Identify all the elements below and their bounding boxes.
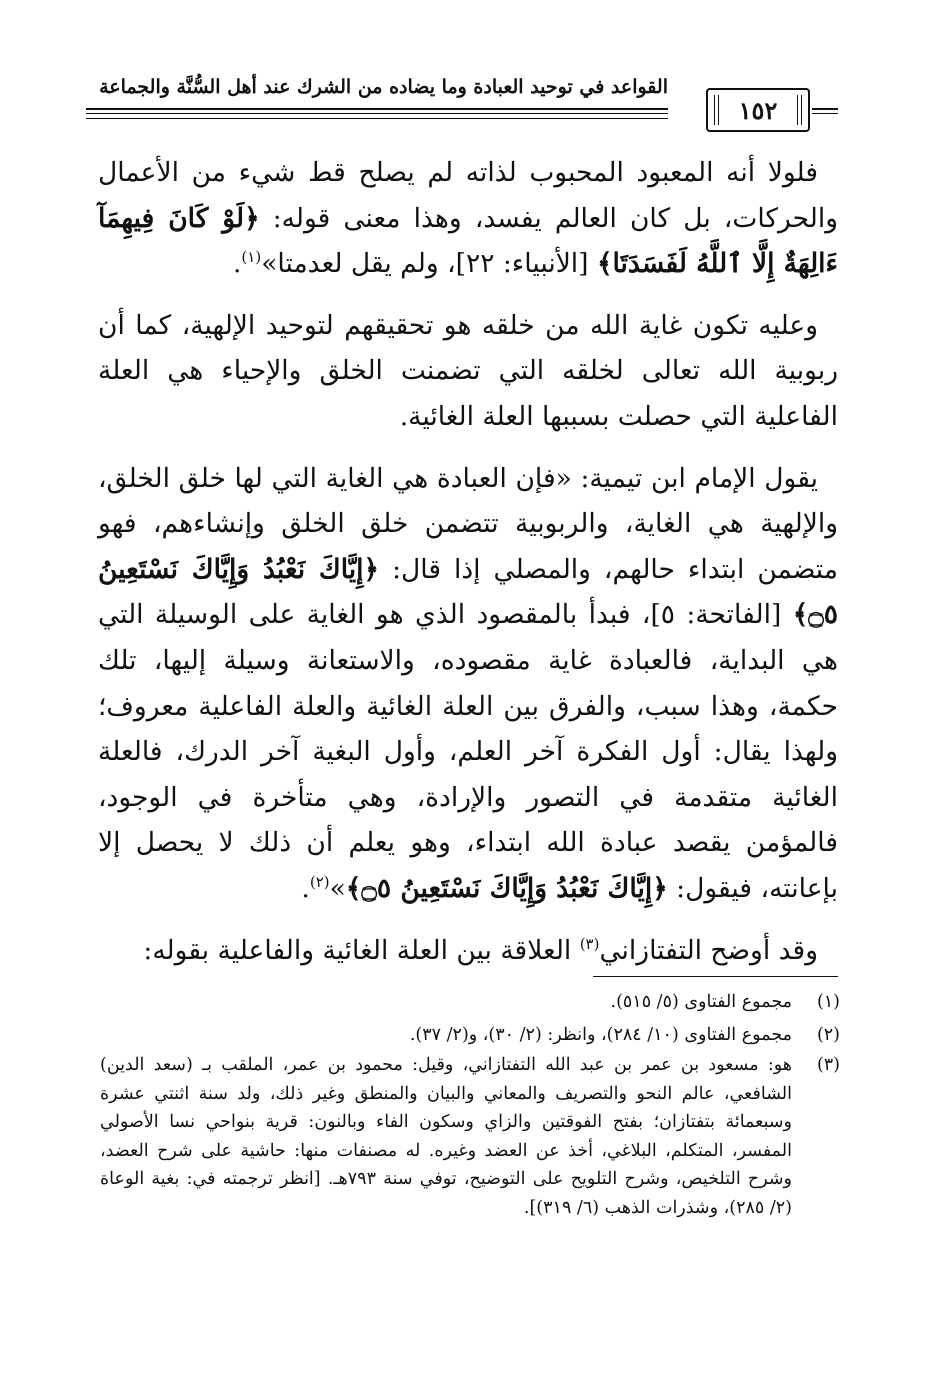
text-run: [الفاتحة: ٥]، فبدأ بالمقصود الذي هو الغاية على الوسيلة التي هي البداية، فالعبادة غاية مقصوده، والاستعانة وسيلة إليها، تلك حكمة، وهذا سبب، والفرق بين العلة الغائية والعلة الفاعلية معروف؛ ولهذا يقال: أول الفكرة آخر العلم، وأول البغية آخر الدرك، فالعلة الغائية متقدمة في التصور والإرادة، وهي متأخرة في الوجود، فالمؤمن يقصد عبادة الله ابتداء، وهو يعلم أن ذلك لا يحصل إلا بإعانته، فيقول: xyxy=(98,599,838,904)
text-run: وقد أوضح التفتازاني xyxy=(599,934,818,966)
quran-verse: ﴿إِيَّاكَ نَعْبُدُ وَإِيَّاكَ نَسْتَعِينُ ۝٥﴾ xyxy=(345,872,668,904)
footnote-text: مجموع الفتاوى (١٠/ ٢٨٤)، وانظر: (٢/ ٣٠)، و(٢/ ٣٧). xyxy=(409,1024,792,1045)
page-number-frame xyxy=(706,88,810,132)
footnote-number: (٣) xyxy=(816,1055,840,1075)
text-run: » xyxy=(329,872,346,904)
header-rule xyxy=(86,118,668,119)
quran-verse: ﴿إِيَّاكَ نَعْبُدُ وَإِيَّاكَ نَسْتَعِينُ ۝٥﴾ xyxy=(98,553,838,631)
footnote-number: (١) xyxy=(816,992,840,1012)
text-run: وعليه تكون غاية الله من خلقه هو تحقيقهم لتوحيد الإلهية، كما أن ربوبية الله تعالى لخلقه التي تضمنت الخلق والإحياء هي العلة الفاعلية التي حصلت بسببها العلة الغائية. xyxy=(98,309,838,432)
header-rule xyxy=(86,108,668,110)
text-run: فلولا أنه المعبود المحبوب لذاته لم يصلح قط شيء من الأعمال والحركات، بل كان العالم يفسد، وهذا معنى قوله: xyxy=(98,157,838,234)
paragraph xyxy=(98,150,838,287)
header-rule xyxy=(812,113,838,114)
footnote-ref: (٣) xyxy=(579,934,600,953)
text-run: . xyxy=(301,872,310,904)
text-run: [الأنبياء: ٢٢]، ولم يقل لعدمتا» xyxy=(261,248,597,280)
text-run: يقول الإمام ابن تيمية: «فإن العبادة هي الغاية التي لها خلق الخلق، والإلهية هي الغاية، والربوبية تتضمن خلق الخلق وإنشاءهم، فهو متضمن ابتداء حالهم، والمصلي إذا قال: xyxy=(98,462,838,585)
paragraph xyxy=(98,456,838,912)
footnote-text: هو: مسعود بن عمر بن عبد الله التفتازاني، وقيل: محمود بن عمر، الملقب بـ (سعد الدين) الشافعي، عالم النحو والتصريف والمعاني والبيان والمنطق وغير ذلك، ولد سنة اثنتي عشرة وسبعمائة بتفتازان؛ بفتح الفوقتين والزاي وسكون الفاء وبالنون: قرية بنواحي نسا الأصولي المفسر، المتكلم، البلاغي، أخذ عن العضد وغيره. له مصنفات منها: حاشية على شرح العضد، وشرح التلخيص، وشرح التلويح على التوضيح، توفي سنة ٧٩٣هـ. [انظر ترجمته في: بغية الوعاة (٢/ ٢٨٥)، وشذرات الذهب (٦/ ٣١٩)]. xyxy=(100,1055,792,1218)
footnote-number: (٢) xyxy=(816,1024,840,1045)
footnote-separator xyxy=(593,976,838,977)
running-title: القواعد في توحيد العبادة وما يضاده من الشرك عند أهل السُّنَّة والجماعة xyxy=(99,76,668,98)
main-text xyxy=(98,150,838,973)
text-run: العلاقة بين العلة الغائية والفاعلية بقوله: xyxy=(143,934,580,966)
footnote-ref: (١) xyxy=(241,248,262,267)
paragraph xyxy=(98,303,838,440)
header-rule xyxy=(812,108,838,110)
quran-verse: ﴿لَوْ كَانَ فِيهِمَآ ءَالِهَةٌ إِلَّا ٱللَّهُ لَفَسَدَتَا﴾ xyxy=(98,202,838,280)
paragraph xyxy=(98,928,838,974)
page-header xyxy=(86,72,838,136)
header-rule xyxy=(86,113,668,114)
footnote xyxy=(100,1051,840,1222)
footnote-text: مجموع الفتاوى (٥/ ٥١٥). xyxy=(610,992,792,1012)
footnotes xyxy=(100,988,840,1224)
footnote xyxy=(100,1021,840,1050)
footnote xyxy=(100,988,840,1017)
footnote-ref: (٢) xyxy=(309,873,330,892)
page-number: ١٥٢ xyxy=(738,95,778,125)
text-run: . xyxy=(232,248,242,280)
